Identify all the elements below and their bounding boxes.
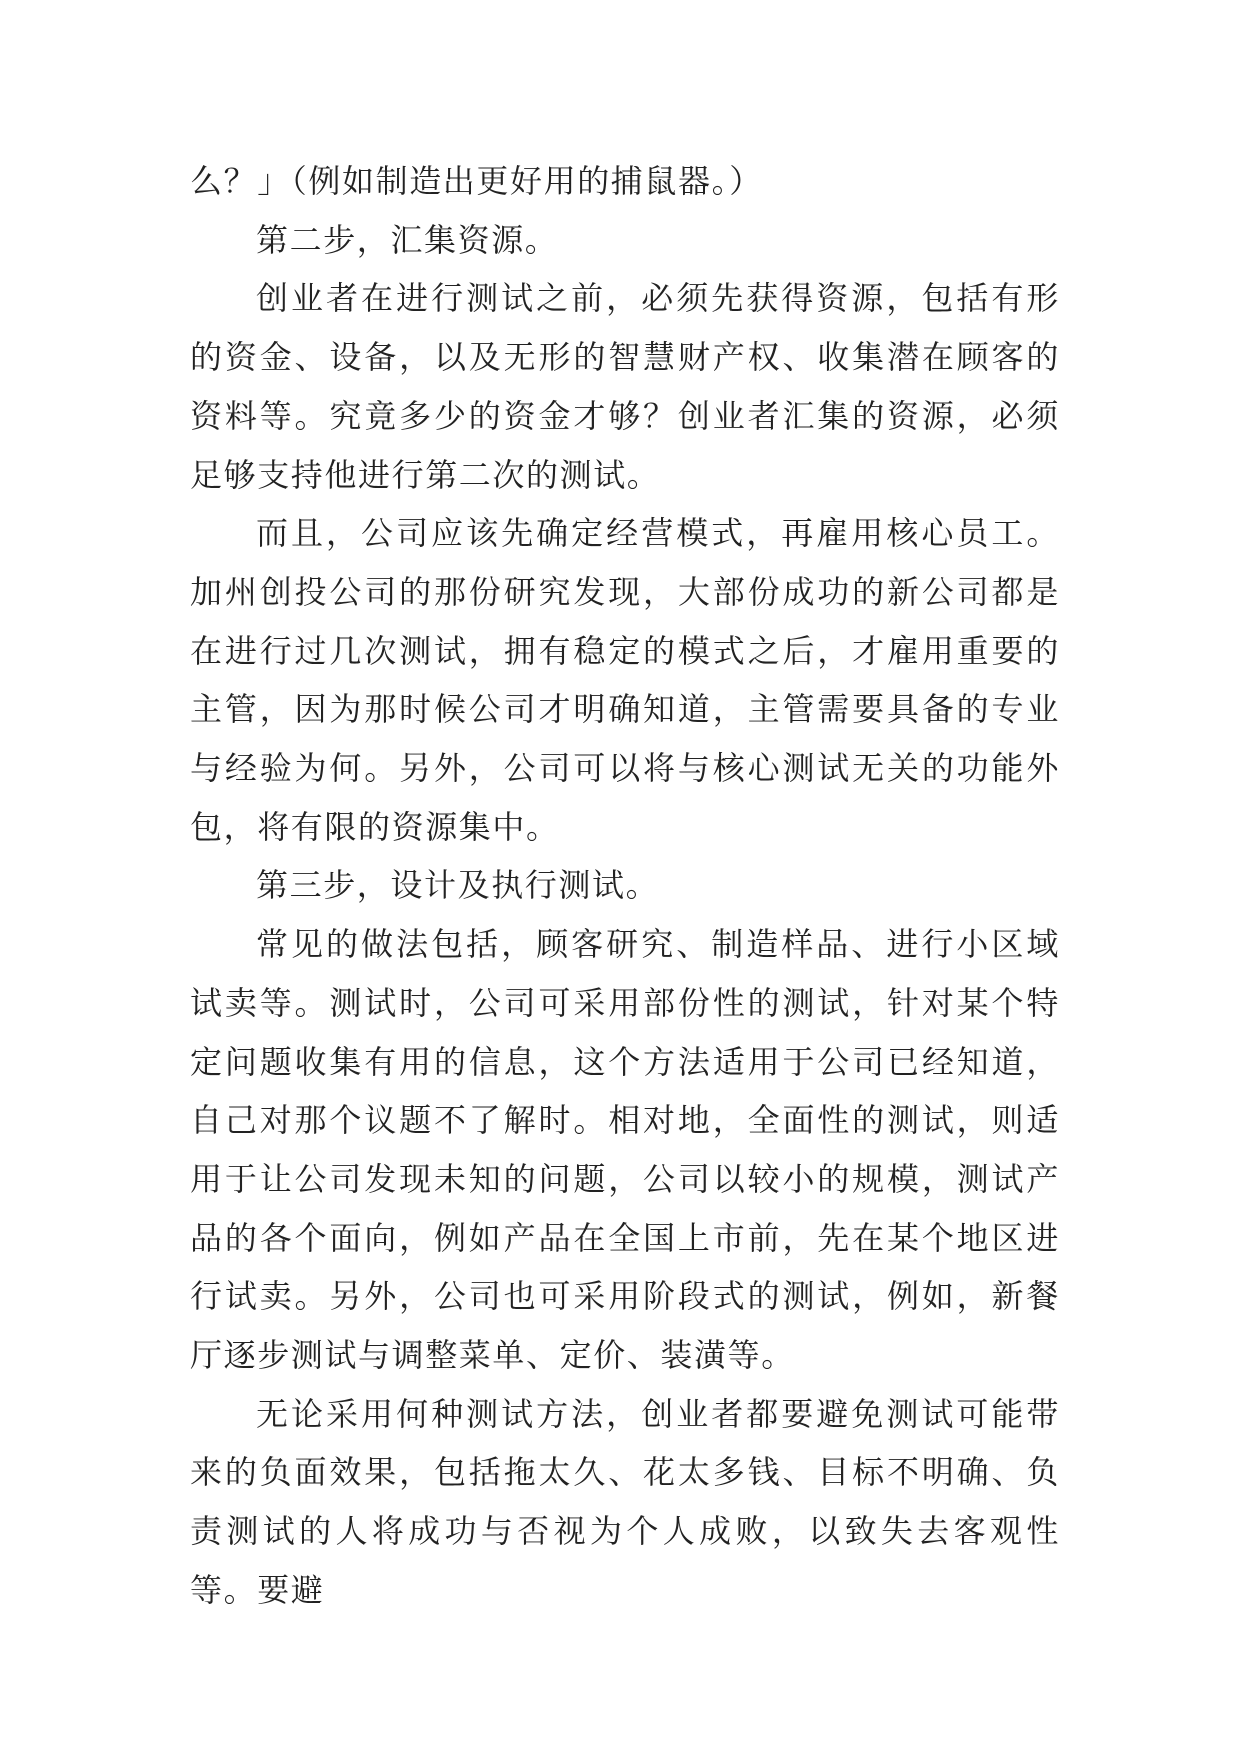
paragraph-testing-methods: 常见的做法包括，顾客研究、制造样品、进行小区域试卖等。测试时，公司可采用部份性的测试，针对某个特定问题收集有用的信息，这个方法适用于公司已经知道，自己对那个议题不了解时。相对地，全面性的测试，则适用于让公司发现未知的问题，公司以较小的规模，测试产品的各个面向，例如产品在全国上市前，先在某个地区进行试卖。另外，公司也可采用阶段式的测试，例如，新餐厅逐步测试与调整菜单、定价、装潢等。: [190, 925, 1060, 1375]
paragraph-avoid-negative-effects: 无论采用何种测试方法，创业者都要避免测试可能带来的负面效果，包括拖太久、花太多钱、目标不明确、负责测试的人将成功与否视为个人成败，以致失去客观性等。要避: [190, 1394, 1060, 1609]
paragraph-resources: 创业者在进行测试之前，必须先获得资源，包括有形的资金、设备，以及无形的智慧财产权、收集潜在顾客的资料等。究竟多少的资金才够？创业者汇集的资源，必须足够支持他进行第二次的测试。: [190, 279, 1060, 494]
paragraph-step-two-heading: 第二步，汇集资源。: [256, 220, 559, 259]
paragraph-step-three-heading: 第三步，设计及执行测试。: [256, 866, 660, 905]
body-text: [190, 152, 1060, 1620]
paragraph-business-model: 而且，公司应该先确定经营模式，再雇用核心员工。加州创投公司的那份研究发现，大部份成功的新公司都是在进行过几次测试，拥有稳定的模式之后，才雇用重要的主管，因为那时候公司才明确知道，主管需要具备的专业与经验为何。另外，公司可以将与核心测试无关的功能外包，将有限的资源集中。: [190, 514, 1060, 846]
paragraph-continuation: 么？」（例如制造出更好用的捕鼠器。）: [190, 162, 763, 200]
